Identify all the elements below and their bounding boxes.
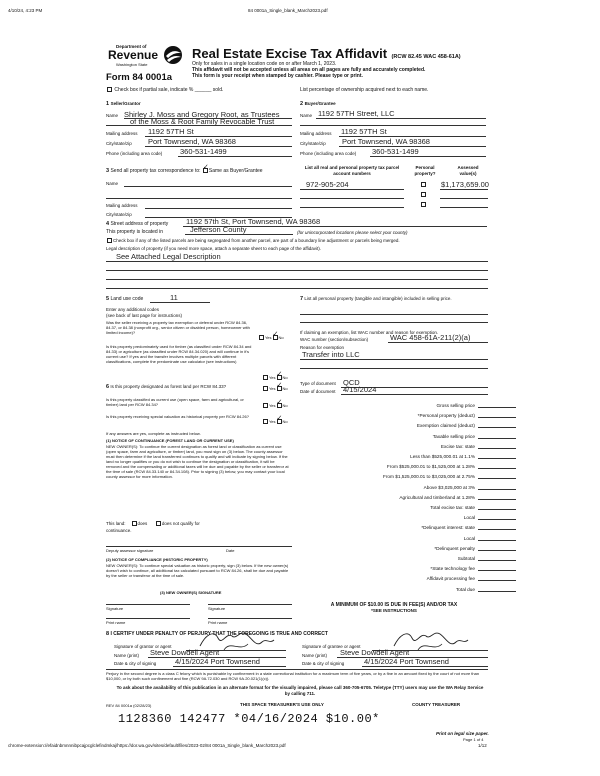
seller-phone-label: Phone (including area code) (106, 151, 163, 156)
q1-no-checkbox[interactable] (273, 335, 278, 340)
county-treasurer: COUNTY TREASURER (412, 702, 461, 707)
property-county[interactable]: Jefferson County (190, 225, 247, 234)
partial-sale-checkbox[interactable] (107, 87, 112, 92)
fee-row-field[interactable] (478, 478, 516, 479)
land-use-q1: Was the seller receiving a property tax exemption or deferral under RCW 84.36, 84.37, or 84.38 (nonprofit org., senior citizen or disabled person, homeowner with limited income)? (106, 320, 250, 335)
corr-name-label: Name (106, 181, 119, 186)
fee-row-label: Exemption claimed (deduct) (416, 423, 475, 429)
grantee-name[interactable]: Steve Dowdell Agent (340, 648, 410, 657)
fee-row-label: Local (463, 515, 475, 521)
doc-date-label: Date of document (300, 389, 336, 394)
s6q1-yes-checkbox[interactable] (263, 386, 268, 391)
fee-row-label: Taxable selling price (432, 433, 475, 439)
fee-row-label: *Personal property (deduct) (417, 413, 475, 419)
fee-row-label: From $1,525,000.01 to $3,025,000 at 2.75% (383, 474, 475, 480)
dor-logo: Department of Revenue Washington State (106, 44, 186, 84)
fee-row-field[interactable] (478, 427, 516, 428)
same-as-buyer-checkbox[interactable] (203, 168, 208, 173)
seller-city-label: City/state/zip (106, 141, 132, 146)
fee-row-field[interactable] (478, 580, 516, 581)
new-owner-print-label-1: Print name (106, 620, 126, 625)
fee-row-field[interactable] (478, 407, 516, 408)
fee-row-field[interactable] (478, 489, 516, 490)
parcel-col-personal: Personal property? (414, 165, 436, 176)
parcel-col-accounts: List all real and personal property tax parcel account numbers (304, 165, 400, 176)
section7-label: 7 List all personal property (tangible and intangible) included in selling price. (300, 296, 452, 302)
exemption-note: If claiming an exemption, list WAC number and reason for exemption. (300, 330, 439, 335)
grantee-signature-label: Signature of grantee or agent (302, 644, 361, 649)
print-url: chrome-extension://efaidnbmnnnibpcajpcglclefindmkaj/https://dor.wa.gov/sites/default/files/2023-02/84 0001a_Single_blank_March2023.pdf (8, 743, 286, 748)
q2-yes-checkbox[interactable] (263, 375, 268, 380)
personal-property-checkbox-1[interactable] (421, 182, 426, 187)
partial-sale-row: Check box if partial sale, indicate % ______ sold. (106, 87, 223, 93)
section6-q2: Is this property classified as current use (open space, farm and agricultural, or timber) land per RCW 84.34? (106, 397, 244, 407)
section6-q3: Is this property receiving special valuation as historical property per RCW 84.26? (106, 414, 249, 419)
perjury-notice: Perjury in the second degree is a class C felony which is punishable by confinement in a state correctional institution for a maximum term of five years, or by a fine in an amount fixed by the court of not more than $10,000, or by both such confinement and fine (RCW 9A.72.030 and RCW 9A.20.021(1)(c)). (106, 671, 480, 681)
assessed-value[interactable]: $1,173,659.00 (441, 180, 489, 189)
print-datetime: 4/10/24, 4:23 PM (8, 8, 43, 13)
fee-row-field[interactable] (478, 509, 516, 510)
doc-type[interactable]: QCD (343, 378, 360, 387)
fee-row-label: *Delinquent penalty (434, 545, 475, 551)
seller-heading: 1 Seller/Grantor (106, 101, 141, 107)
fee-row-field[interactable] (478, 458, 516, 459)
section6-q2-answer: Yes✓ No (262, 403, 288, 408)
notice2-title: (2) NOTICE OF COMPLIANCE (HISTORIC PROPERTY) (106, 557, 208, 562)
property-located-label: This property is located in (106, 229, 163, 235)
legal-label: Legal description of property (if you need more space, attach a separate sheet to each page of the affidavit). (106, 246, 322, 251)
seller-city[interactable]: Port Townsend, WA 98368 (148, 137, 236, 146)
segregated-checkbox[interactable] (107, 238, 112, 243)
seller-mailing[interactable]: 1192 57TH St (148, 127, 194, 136)
header-notes: Only for sales in a single location code on or after March 1, 2023. This affidavit will not be accepted unless all areas on all pages are fully and accurately completed. This form is your receipt when stamped by cashier. Please type or print. (192, 61, 426, 79)
seller-name-label: Name (106, 113, 119, 118)
s6q2-no-checkbox[interactable] (277, 403, 282, 408)
minimum-due: A MINIMUM OF $10.00 IS DUE IN FEE(S) AND/OR TAX (330, 602, 458, 608)
land-use-code[interactable]: 11 (170, 293, 178, 302)
fee-row-field[interactable] (478, 468, 516, 469)
fee-row-label: *Delinquent interest: state (421, 525, 475, 531)
grantor-name-label: Name (print) (114, 653, 140, 658)
buyer-mailing[interactable]: 1192 57TH St (341, 127, 387, 136)
continuance-label: continuance. (106, 528, 132, 533)
section6-q1: 6 Is this property designated as forest land per RCW 84.33? (106, 384, 227, 390)
fee-row-field[interactable] (478, 499, 516, 500)
q2-no-checkbox[interactable] (277, 375, 282, 380)
buyer-name-label: Name (300, 113, 313, 118)
land-use-q1-answer: Yes✓ No (258, 335, 284, 340)
fee-row-label: *State technology fee (430, 566, 475, 572)
exemption-reason[interactable]: Transfer into LLC (302, 350, 360, 359)
fee-row-label: Total due (455, 586, 475, 592)
form-number: Form 84 0001a (106, 72, 173, 83)
fee-row-label: Excise tax: state (440, 443, 475, 449)
land-use-q2-answer: Yes✓ No (262, 375, 288, 380)
fee-row-field[interactable] (478, 417, 516, 418)
certify-statement: 8 I CERTIFY UNDER PENALTY OF PERJURY THAT THE FOREGOING IS TRUE AND CORRECT (106, 631, 328, 637)
seller-mailing-label: Mailing address (106, 131, 138, 136)
print-tab-title: 84 0001a_Single_blank_March2023.pdf (248, 8, 328, 13)
page-of: Page 1 of 4 (463, 737, 484, 742)
grantor-date[interactable]: 4/15/2024 Port Townsend (175, 657, 260, 666)
new-owner-signature-label-1: Signature (106, 606, 124, 611)
buyer-name[interactable]: 1192 57TH Street, LLC (318, 109, 395, 118)
corr-city-label: City/state/zip (106, 212, 132, 217)
fee-row-field[interactable] (478, 560, 516, 561)
fee-row-field[interactable] (478, 448, 516, 449)
dor-swoosh-icon (162, 44, 184, 66)
this-land-row: This land: does does not qualify for (106, 521, 200, 526)
unincorporated-note: (for unincorporated locations please select your county) (297, 230, 408, 235)
fee-row-label: Total excise tax: state (430, 505, 475, 510)
fee-row-field[interactable] (478, 550, 516, 551)
accessibility-notice: To ask about the availability of this publication in an alternate format for the visually impaired, please call 360-705-6705. Teletype (TTY) users may use the WA Relay Service by calling 711. (116, 685, 484, 696)
fee-row-label: Agricultural and timberland at 1.28% (399, 494, 475, 500)
additional-codes-label: Enter any additional codes (106, 307, 160, 312)
s6q1-no-checkbox[interactable] (277, 386, 282, 391)
wac-label: WAC number (section/subsection) (300, 337, 369, 342)
q1-yes-checkbox[interactable] (259, 335, 264, 340)
legal-paper-note: Print on legal size paper. (436, 731, 489, 736)
new-owner-signature-title: (3) NEW OWNER(S) SIGNATURE (160, 590, 222, 595)
fee-row-label: Above $3,025,000 at 3% (423, 484, 475, 490)
land-use-row: 5 Land use code (106, 296, 144, 302)
section6-complete: If any answers are yes, complete as instructed below. (106, 431, 201, 436)
page-title: Real Estate Excise Tax Affidavit (RCW 82.45 WAC 458-61A) (192, 46, 461, 61)
fee-row-label: From $525,000.01 to $1,525,000 at 1.28% (386, 464, 475, 470)
section6-q3-answer: Yes✓ No (262, 419, 288, 424)
fee-row-label: Affidavit processing fee (426, 576, 475, 582)
buyer-phone[interactable]: 360-531-1499 (372, 147, 419, 156)
deputy-date-label: Date (226, 548, 235, 553)
fee-row-field[interactable] (478, 540, 516, 541)
does-checkbox[interactable] (132, 521, 137, 526)
grantee-name-label: Name (print) (302, 653, 328, 658)
notice1-title: (1) NOTICE OF CONTINUANCE (FOREST LAND OR CURRENT USE) (106, 438, 234, 443)
property-street[interactable]: 1192 57th St, Port Townsend, WA 98368 (186, 217, 321, 226)
grantor-name[interactable]: Steve Dowdell Agent (150, 648, 220, 657)
buyer-mailing-label: Mailing address (300, 131, 332, 136)
s6q3-yes-checkbox[interactable] (263, 419, 268, 424)
grantor-signature-label: Signature of grantor or agent (114, 644, 172, 649)
fee-row-label: Gross selling price (436, 403, 475, 408)
notice2-body: NEW OWNER(S): To continue special valuation as historic property, sign (3) below. If the new owner(s) doesn't wish to continue, all additional tax calculated pursuant to RCW 84.26, shall be due and payable by the seller or transferor at the time of sale. (106, 563, 289, 578)
fee-row-label: Less than $525,000.01 at 1.1% (410, 454, 475, 459)
fee-row-field[interactable] (478, 519, 516, 520)
grantee-date[interactable]: 4/15/2024 Port Townsend (364, 657, 449, 666)
treasurer-use-only: THIS SPACE TREASURER'S USE ONLY (240, 702, 324, 707)
corr-mailing-label: Mailing address (106, 203, 138, 208)
see-instructions: *SEE INSTRUCTIONS (371, 608, 417, 613)
segregated-row: Check box if any of the listed parcels are being segregated from another parcel, are part of a boundary line adjustment or parcels being merged. (106, 238, 400, 244)
buyer-heading: 2 Buyer/Grantee (300, 101, 336, 107)
personal-property-checkbox-2[interactable] (421, 192, 426, 197)
fee-row-field[interactable] (478, 529, 516, 530)
new-owner-signature-label-2: Signature (208, 606, 226, 611)
fee-row-field[interactable] (478, 570, 516, 571)
buyer-city[interactable]: Port Townsend, WA 98368 (342, 137, 430, 146)
parcel-col-value: Assessed value(s) (457, 165, 479, 176)
personal-property-checkbox-3[interactable] (421, 202, 426, 207)
correspondence-row: 3 Send all property tax correspondence to: ✓ Same as Buyer/Grantee (106, 168, 263, 175)
land-use-q2: Is this property predominately used for timber (as classified under RCW 84.34 and 84.33) or agriculture (as classified under RCW 84.34.020) and will continue in it's current use? If yes and the transfer involves multiple parcels with different classifications, complete the predominate use calculator (see instructions) (106, 344, 252, 364)
print-page-number: 1/12 (478, 743, 487, 748)
treasurer-stamp: 1128360 142477 *04/16/2024 $10.00* (118, 712, 380, 726)
form-revision: REV 84 0001a (02/28/23) (106, 703, 152, 708)
seller-name-2[interactable]: of the Moss & Root Family Revocable Trust (130, 117, 275, 126)
ownership-note: List percentage of ownership acquired next to each name. (300, 87, 429, 93)
new-owner-print-label-2: Print name (208, 620, 228, 625)
seller-phone[interactable]: 360-531-1499 (180, 147, 227, 156)
reason-label: Reason for exemption (300, 345, 345, 350)
s6q3-no-checkbox[interactable] (277, 419, 282, 424)
fee-row-label: Subtotal (457, 556, 475, 561)
parcel-account[interactable]: 972-905-204 (306, 180, 349, 189)
legal-description[interactable]: See Attached Legal Description (116, 252, 221, 261)
section6-q1-answer: Yes✓ No (262, 386, 288, 391)
doc-type-label: Type of document (300, 381, 336, 386)
additional-codes-note: (see back of last page for instructions) (106, 313, 183, 318)
s6q2-yes-checkbox[interactable] (263, 403, 268, 408)
fee-row-field[interactable] (478, 438, 516, 439)
buyer-city-label: City/state/zip (300, 141, 326, 146)
notice1-body: NEW OWNER(S): To continue the current designation as forest land or classification as current use (open space, farm and agriculture, or timber) land, you must sign on (3) below. The county assessor must then determine if the land transferred continues to qualify and will indicate by signing below. If the land no longer qualifies or you do not wish to continue the designation or classification, it will be removed and the compensating or additional taxes will be due and payable by the seller or transferor at the time of sale (RCW 84.33.140 or 84.34.108). Prior to signing (3) below, you may contact your local county assessor for more information. (106, 444, 289, 479)
wac-number[interactable]: WAC 458-61A-211(2)(a) (390, 333, 471, 342)
seller-name[interactable]: Shirley J. Moss and Gregory Root, as Trustees (124, 110, 280, 119)
property-street-row: 4 Street address of property (106, 221, 169, 227)
grantor-date-label: Date & city of signing (114, 661, 157, 666)
fee-row-field[interactable] (478, 591, 516, 592)
doc-date[interactable]: 4/15/2024 (343, 385, 377, 394)
buyer-phone-label: Phone (including area code) (300, 151, 357, 156)
does-not-checkbox[interactable] (156, 521, 161, 526)
deputy-signature-label: Deputy assessor signature (106, 548, 154, 553)
grantee-date-label: Date & city of signing (302, 661, 345, 666)
fee-row-label: Local (463, 535, 475, 541)
